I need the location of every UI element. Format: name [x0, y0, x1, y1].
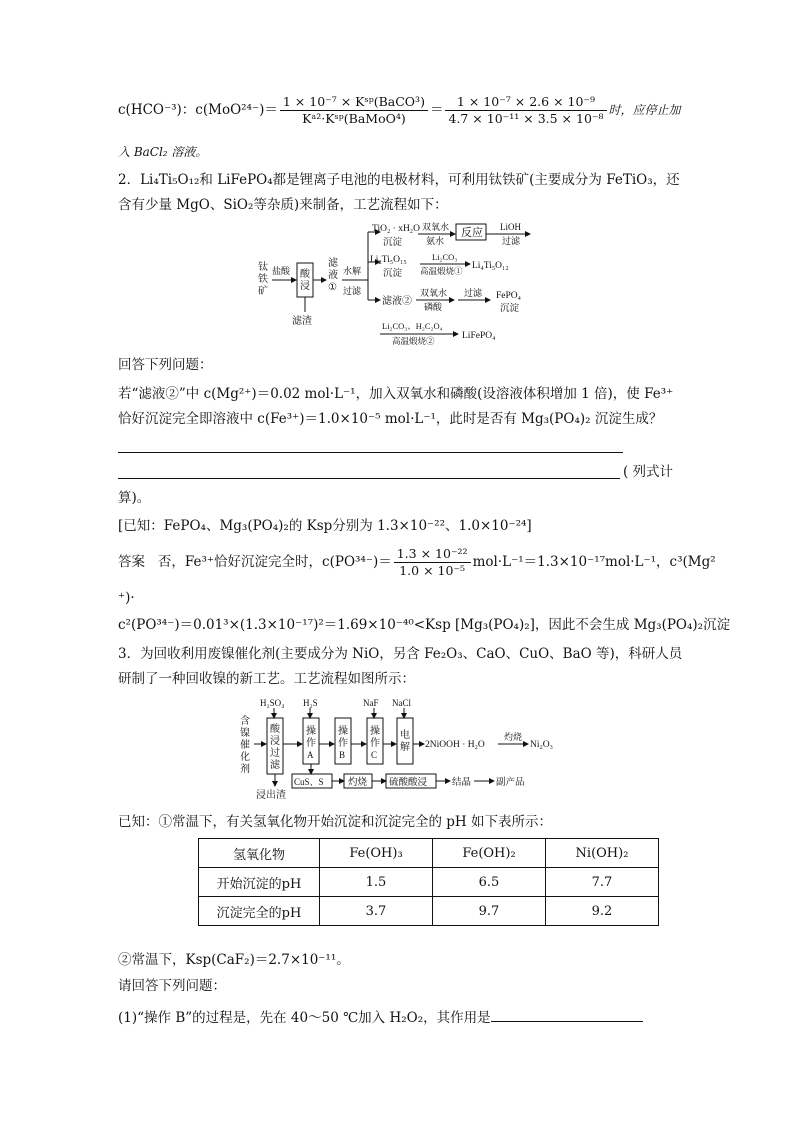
table-header-cell: Fe(OH)₃: [320, 839, 433, 868]
q2-question-line1: 若“滤液②”中 c(Mg²⁺)＝0.02 mol·L⁻¹，加入双氧水和磷酸(设溶液体积增加 1 倍)，使 Fe³⁺: [118, 386, 674, 402]
ask: 请回答下列问题：: [118, 978, 226, 994]
react-label: 反应: [461, 227, 483, 239]
q2-question-line2: 恰好沉淀完全即溶液中 c(Fe³⁺)＝1.0×10⁻⁵ mol·L⁻¹，此时是否有 Mg₃(PO₄)₂ 沉淀生成？: [118, 411, 663, 427]
table-cell: 9.2: [546, 897, 659, 926]
q2-question-line4: 算)。: [118, 490, 151, 506]
sinter2-label: 高温煅烧②: [392, 336, 435, 346]
sub-question-1-text: (1)“操作 B”的过程是，先在 40～50 ℃加入 H₂O₂，其作用是: [118, 1010, 491, 1026]
li2ti5o15-label: Li₂Ti₅O₁₅ 沉淀: [370, 255, 407, 279]
filtrate2-label: 滤液②: [382, 296, 412, 307]
flow-diagram-1: [250, 220, 550, 348]
answer-line-2: ⁺)·: [118, 590, 135, 606]
cus-s-label: CuS、S: [294, 777, 324, 787]
table-header-cell: Fe(OH)₂: [433, 839, 546, 868]
sulf-leach-label: 硫酸酸浸: [389, 778, 428, 788]
answer-fraction-numerator: 1.3 × 10⁻²²: [394, 546, 471, 563]
li2co3-oxalic-label: Li₂CO₃、H₂C₂O₄: [382, 321, 443, 331]
electro-box: [397, 718, 413, 764]
filter-label: 过滤: [464, 288, 483, 298]
q2-question-tail: ( 列式计: [623, 464, 674, 480]
table-header-cell: Ni(OH)₂: [546, 839, 659, 868]
niooh-label: 2NiOOH · H₂O: [425, 740, 485, 750]
answer-line: [118, 546, 716, 579]
table-cell: 3.7: [320, 897, 433, 926]
leach-label: 酸浸: [300, 269, 310, 292]
ph-table: [198, 838, 659, 926]
answer-line-3: c²(PO³⁴⁻)＝0.01³×(1.3×10⁻¹⁷)²＝1.69×10⁻⁴⁰<Ksp [Mg₃(PO₄)₂]，因此不会生成 Mg₃(PO₄)₂沉淀: [118, 617, 731, 633]
calcine-label: 灼烧: [504, 732, 523, 742]
q2-line1: 2．Li₄Ti₅O₁₂和 LiFePO₄都是锂离子电池的电极材料，可利用钛铁矿(主要成分为 FeTiO₃，还: [118, 172, 680, 188]
li4ti5o12-label: Li₄Ti₅O₁₂: [472, 261, 509, 271]
h2s-label: H₂S: [303, 698, 318, 708]
q3-line1: 3．为回收利用废镍催化剂(主要成分为 NiO，另含 Fe₂O₃、CaO、CuO、BaO 等)，科研人员: [118, 646, 683, 662]
fraction-2: [445, 94, 606, 127]
answer-intro: 回答下列问题：: [118, 357, 213, 373]
h2so4-label: H₂SO₄: [260, 698, 285, 708]
catalyst-label: 含镍催化剂: [240, 716, 250, 775]
eq-lhs: c(HCO⁻³)：c(MoO²⁴⁻)＝: [118, 102, 278, 118]
answer-blank-1[interactable]: [118, 452, 623, 453]
lioh-label: LiOH 过滤: [500, 222, 521, 246]
known-2: ②常温下，Ksp(CaF₂)＝2.7×10⁻¹¹。: [118, 952, 350, 968]
fraction-1: [280, 94, 428, 127]
acid-filter-label: 酸浸过滤: [270, 724, 280, 771]
answer-fraction: [394, 546, 471, 579]
burn-label: 灼烧: [348, 778, 368, 788]
op-c-label: 操作 C: [370, 726, 380, 760]
answer-label: 答案: [118, 554, 145, 570]
h2o2-ammonia-label: 双氧水氨水: [422, 222, 450, 246]
op-a-label: 操作 A: [306, 726, 316, 760]
sinter1-label: Li₂CO₃ 高温煅烧①: [420, 252, 463, 276]
ni2o3-label: Ni₂O₃: [530, 740, 553, 750]
table-header-row: [199, 839, 659, 868]
table-header-cell: 氢氧化物: [199, 839, 320, 868]
acid-label: 盐酸: [272, 266, 291, 276]
q2-line2: 含有少量 MgO、SiO₂等杂质)来制备，工艺流程如下：: [118, 197, 448, 213]
byproduct-label: 副产品: [496, 778, 525, 788]
answer-text-1: 否，Fe³⁺恰好沉淀完全时，c(PO³⁴⁻)＝: [157, 554, 392, 570]
table-row: [199, 868, 659, 897]
known-1: 已知：①常温下，有关氢氧化物开始沉淀和沉淀完全的 pH 如下表所示：: [118, 814, 552, 830]
naf-label: NaF: [363, 698, 379, 708]
handwritten-tail: 时，应停止加: [608, 103, 681, 117]
op-b-label: 操作 B: [338, 726, 348, 760]
filtrate1-label: 滤液 ①: [328, 258, 338, 293]
fraction-2-numerator: 1 × 10⁻⁷ × 2.6 × 10⁻⁹: [445, 94, 606, 111]
given-info: [已知：FePO₄、Mg₃(PO₄)₂的 Ksp分别为 1.3×10⁻²²、1.0×10⁻²⁴]: [118, 518, 532, 534]
equation-line-2: 入 BaCl₂ 溶液。: [118, 145, 208, 159]
residue-label: 滤渣: [292, 316, 312, 327]
equation-line: [118, 94, 681, 127]
sub-question-1: [118, 1008, 643, 1028]
flow-diagram-2: [232, 694, 572, 806]
ore-label: 钛铁矿: [258, 262, 268, 297]
leach-residue-label: 浸出渣: [256, 790, 286, 801]
answer-blank-2[interactable]: [118, 478, 620, 479]
table-cell: 6.5: [433, 868, 546, 897]
nacl-label: NaCl: [392, 698, 411, 708]
h2o2-phos-label: 双氧水磷酸: [420, 288, 448, 312]
sub-question-1-blank[interactable]: [491, 1021, 643, 1022]
crystal-label: 结晶: [452, 778, 472, 788]
table-cell: 开始沉淀的pH: [199, 868, 320, 897]
answer-fraction-denominator: 1.0 × 10⁻⁵: [399, 563, 466, 578]
eq-sign: ＝: [429, 102, 444, 118]
fraction-1-denominator: Kᵃ²·Kˢᵖ(BaMoO⁴): [302, 111, 406, 126]
q3-line2: 研制了一种回收镍的新工艺。工艺流程如图所示：: [118, 671, 415, 687]
answer-text-2: mol·L⁻¹＝1.3×10⁻¹⁷mol·L⁻¹，c³(Mg²: [472, 554, 716, 570]
table-cell: 9.7: [433, 897, 546, 926]
lifepo4-label: LiFePO₄: [462, 331, 496, 341]
table-row: [199, 897, 659, 926]
tio2-label: TiO₂ · xH₂O 沉淀: [372, 224, 420, 248]
fraction-2-denominator: 4.7 × 10⁻¹¹ × 3.5 × 10⁻⁸: [448, 111, 604, 126]
fepo4-label: FePO₄ 沉淀: [496, 291, 521, 314]
fraction-1-numerator: 1 × 10⁻⁷ × Kˢᵖ(BaCO³): [280, 94, 428, 111]
table-cell: 7.7: [546, 868, 659, 897]
hydro-label: 水解过滤: [343, 266, 362, 296]
electro-label: 电解: [400, 730, 410, 753]
table-cell: 1.5: [320, 868, 433, 897]
table-cell: 沉淀完全的pH: [199, 897, 320, 926]
